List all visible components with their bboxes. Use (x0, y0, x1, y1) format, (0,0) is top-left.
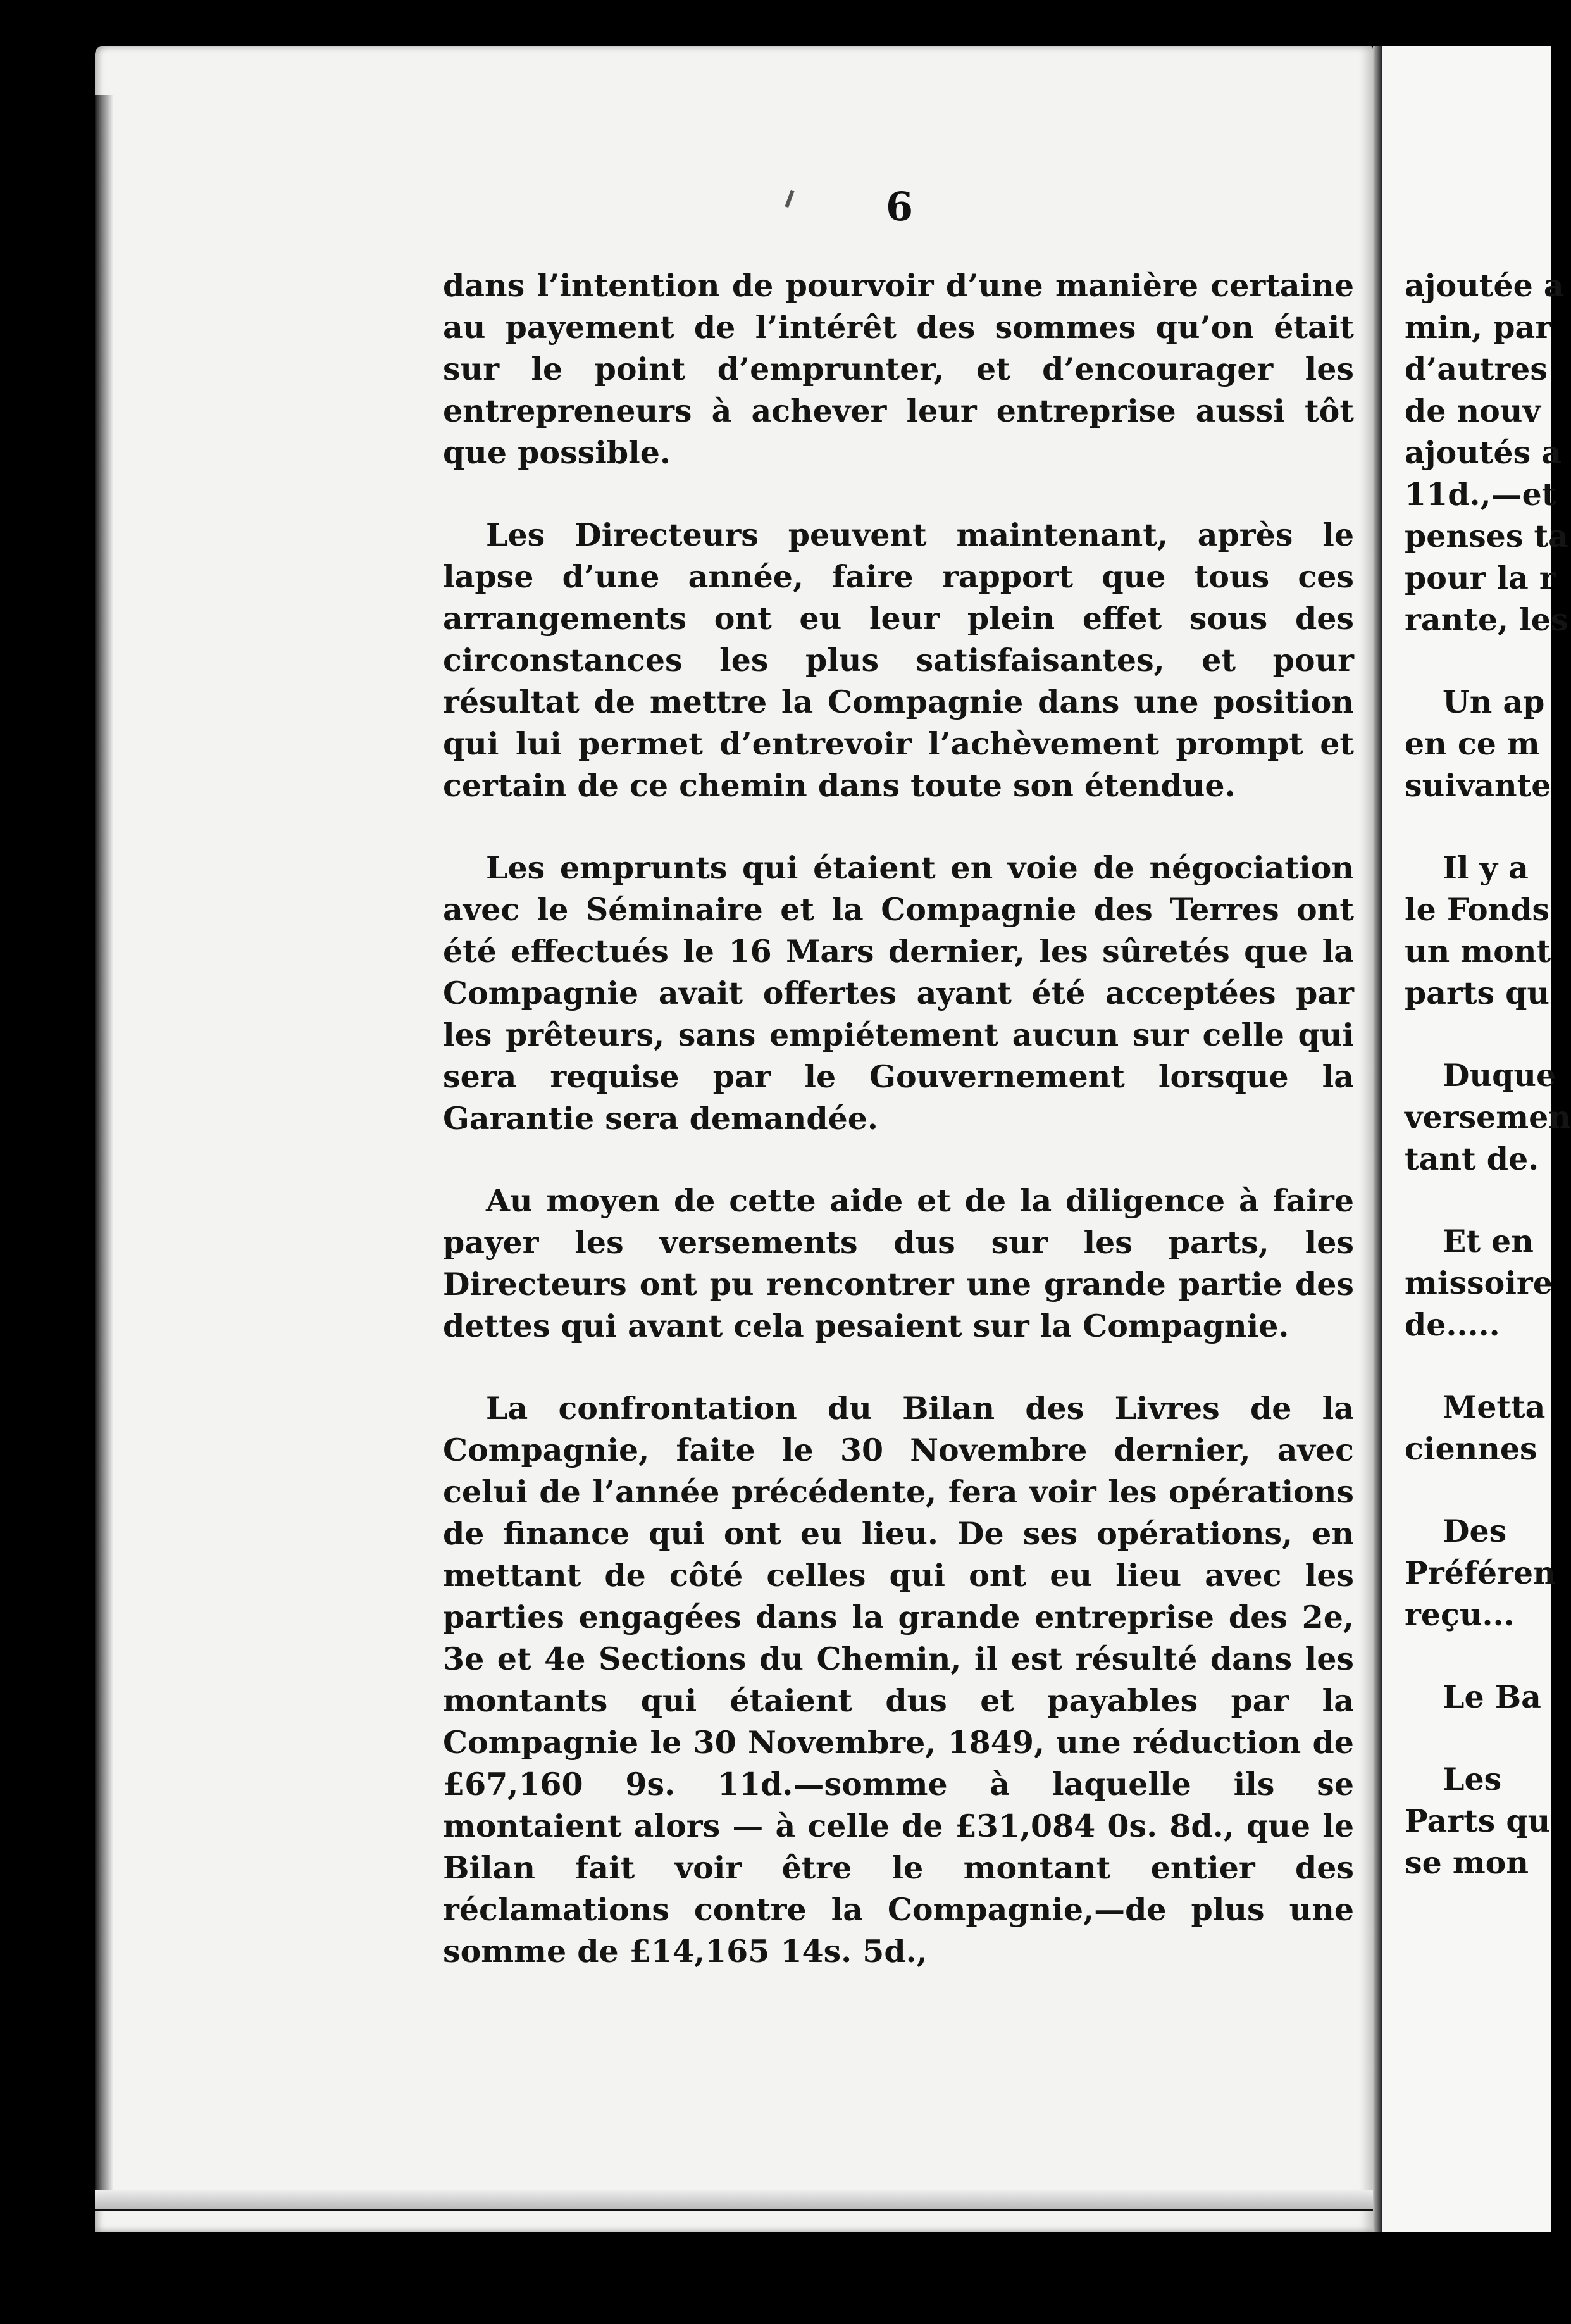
right-page-line: rante, les (1405, 601, 1568, 638)
right-page-line: Parts qu (1405, 1802, 1551, 1839)
right-page-line: ciennes (1405, 1430, 1537, 1467)
right-page-line: Duque (1443, 1057, 1556, 1094)
right-page-line: Des (1443, 1513, 1507, 1549)
left-page-text (443, 265, 1354, 1972)
right-page-line: un mont (1405, 933, 1551, 970)
right-page-line: d’autres (1405, 351, 1548, 387)
right-page-line: Et en (1443, 1223, 1534, 1259)
right-page-line: missoire (1405, 1265, 1553, 1301)
right-page-line: 11d.,—et (1405, 476, 1556, 513)
left-page-edge-shadow (95, 95, 113, 2209)
book-gutter (1373, 46, 1382, 2232)
paragraph-gap (1405, 1346, 1556, 1386)
paragraph-4: Au moyen de cette aide et de la diligence à faire payer les versements dus sur les parts, les Directeurs ont pu rencontrer une grande partie des dettes qui avant cela pesaient sur la Compagnie. (443, 1182, 1354, 1344)
right-page-line: Les (1443, 1761, 1502, 1797)
paragraph-gap (1405, 806, 1556, 847)
right-page-line: min, par (1405, 309, 1552, 346)
right-page-line: de..... (1405, 1306, 1500, 1343)
paragraph-gap (1405, 1718, 1556, 1758)
right-page-line: Metta (1443, 1389, 1546, 1425)
paragraph-3: Les emprunts qui étaient en voie de négociation avec le Séminaire et la Compagnie des Terres ont été effectués le 16 Mars dernier, les sûretés que la Compagnie avait offertes ayant été acceptées par les prêteurs, sans empiétement aucun sur celle qui sera requise par le Gouvernement lorsque la Garantie sera demandée. (443, 849, 1354, 1137)
paragraph-gap (1405, 1470, 1556, 1510)
right-page-line: en ce m (1405, 725, 1540, 762)
right-page-line: se mon (1405, 1844, 1529, 1881)
right-page-line: pour la r (1405, 559, 1556, 596)
right-page-line: parts qu (1405, 975, 1549, 1011)
right-page-line: ajoutés a (1405, 434, 1562, 471)
right-page-line: Préféren (1405, 1554, 1556, 1591)
paragraph-gap (1405, 1635, 1556, 1676)
paragraph-gap (1405, 1180, 1556, 1220)
right-page-line: le Fonds (1405, 891, 1550, 928)
right-page-text-fragments (1405, 265, 1571, 1884)
right-page-line: ajoutée a (1405, 267, 1564, 304)
right-page-line: suivante (1405, 767, 1551, 804)
paragraph-1: dans l’intention de pourvoir d’une manière certaine au payement de l’intérêt des sommes qu’on était sur le point d’emprunter, et d’encourager les entrepreneurs à achever leur entreprise aussi tôt que possible. (443, 267, 1354, 471)
right-page-line: versemen (1405, 1099, 1571, 1135)
left-page-bottom-edge (95, 2190, 1373, 2211)
page-number: 6 (886, 184, 914, 230)
paragraph-gap (1405, 640, 1556, 681)
right-page-line: Le Ba (1443, 1678, 1541, 1715)
right-page-line: reçu... (1405, 1596, 1515, 1633)
right-page-line: penses ta (1405, 518, 1568, 554)
paragraph-gap (1405, 1014, 1556, 1054)
paragraph-2: Les Directeurs peuvent maintenant, après le lapse d’une année, faire rapport que tous ces arrangements ont eu leur plein effet sous des circonstances les plus satisfaisantes, et pour résultat de mettre la Compagnie dans une position qui lui permet d’entrevoir l’achèvement prompt et certain de ce chemin dans toute son étendue. (443, 516, 1354, 804)
right-page-line: Un ap (1443, 684, 1545, 720)
right-page-line: de nouv (1405, 392, 1541, 429)
right-page-line: tant de. (1405, 1140, 1539, 1177)
right-page-line: Il y a (1443, 849, 1529, 886)
paragraph-5: La confrontation du Bilan des Livres de la Compagnie, faite le 30 Novembre dernier, avec celui de l’année précédente, fera voir les opérations de finance qui ont eu lieu. De ses opérations, en mettant de côté celles qui ont eu lieu avec les parties engagées dans la grande entreprise des 2e, 3e et 4e Sections du Chemin, il est résulté dans les montants qui étaient dus et payables par la Compagnie le 30 Novembre, 1849, une réduction de £67,160 9s. 11d.—somme à laquelle ils se montaient alors — à celle de £31,084 0s. 8d., que le Bilan fait voir être le montant entier des réclamations contre la Compagnie,—de plus une somme de £14,165 14s. 5d., (443, 1390, 1354, 1970)
